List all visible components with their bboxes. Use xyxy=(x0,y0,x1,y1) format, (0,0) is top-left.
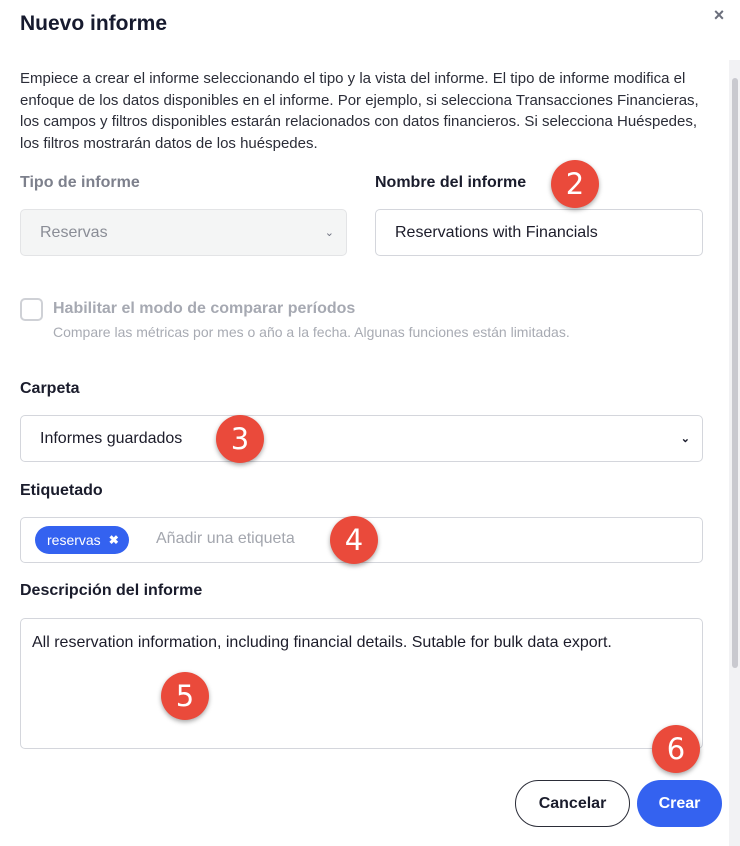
cancel-button[interactable]: Cancelar xyxy=(515,780,630,827)
compare-mode-checkbox xyxy=(20,298,43,321)
tag-text: reservas xyxy=(47,532,101,548)
description-textarea[interactable]: All reservation information, including financial details. Sutable for bulk data export. xyxy=(20,618,703,749)
tag-chip xyxy=(35,526,129,554)
chevron-down-icon: ⌄ xyxy=(680,432,690,445)
report-type-label: Tipo de informe xyxy=(20,174,140,191)
folder-label: Carpeta xyxy=(20,380,80,397)
tag-placeholder[interactable]: Añadir una etiqueta xyxy=(156,530,295,547)
dialog-title: Nuevo informe xyxy=(20,12,168,35)
create-button[interactable]: Crear xyxy=(637,780,722,827)
folder-value: Informes guardados xyxy=(40,429,183,447)
description-label: Descripción del informe xyxy=(20,582,203,599)
report-type-select xyxy=(20,209,347,256)
intro-text: Empiece a crear el informe seleccionando el tipo y la vista del informe. El tipo de informe modifica el enfoque de los datos disponibles en el informe. Por ejemplo, si selecciona Transacciones Financieras, los campos y filtros disponibles estarán relacionados con datos financieros. Si selecciona Huéspedes, los filtros mostrarán datos de los huéspedes. xyxy=(20,70,699,152)
folder-select[interactable] xyxy=(20,415,703,462)
annotation-badge-4: 4 xyxy=(330,516,378,564)
report-name-value: Reservations with Financials xyxy=(395,223,598,241)
annotation-badge-2: 2 xyxy=(551,160,599,208)
scrollbar[interactable] xyxy=(729,60,740,846)
report-type-value: Reservas xyxy=(40,223,108,241)
tags-label: Etiquetado xyxy=(20,482,103,499)
annotation-badge-3: 3 xyxy=(216,415,264,463)
chevron-down-icon: ⌄ xyxy=(324,226,334,239)
annotation-badge-5: 5 xyxy=(161,672,209,720)
report-name-label: Nombre del informe xyxy=(375,174,527,191)
compare-mode-description: Compare las métricas por mes o año a la fecha. Algunas funciones están limitadas. xyxy=(53,324,570,340)
annotation-badge-6: 6 xyxy=(652,725,700,773)
compare-mode-label: Habilitar el modo de comparar períodos xyxy=(53,300,356,317)
remove-tag-icon[interactable]: ✖ xyxy=(108,533,119,547)
scrollbar-thumb[interactable] xyxy=(732,78,738,668)
report-name-input[interactable] xyxy=(375,209,703,256)
close-icon[interactable]: × xyxy=(713,5,725,25)
